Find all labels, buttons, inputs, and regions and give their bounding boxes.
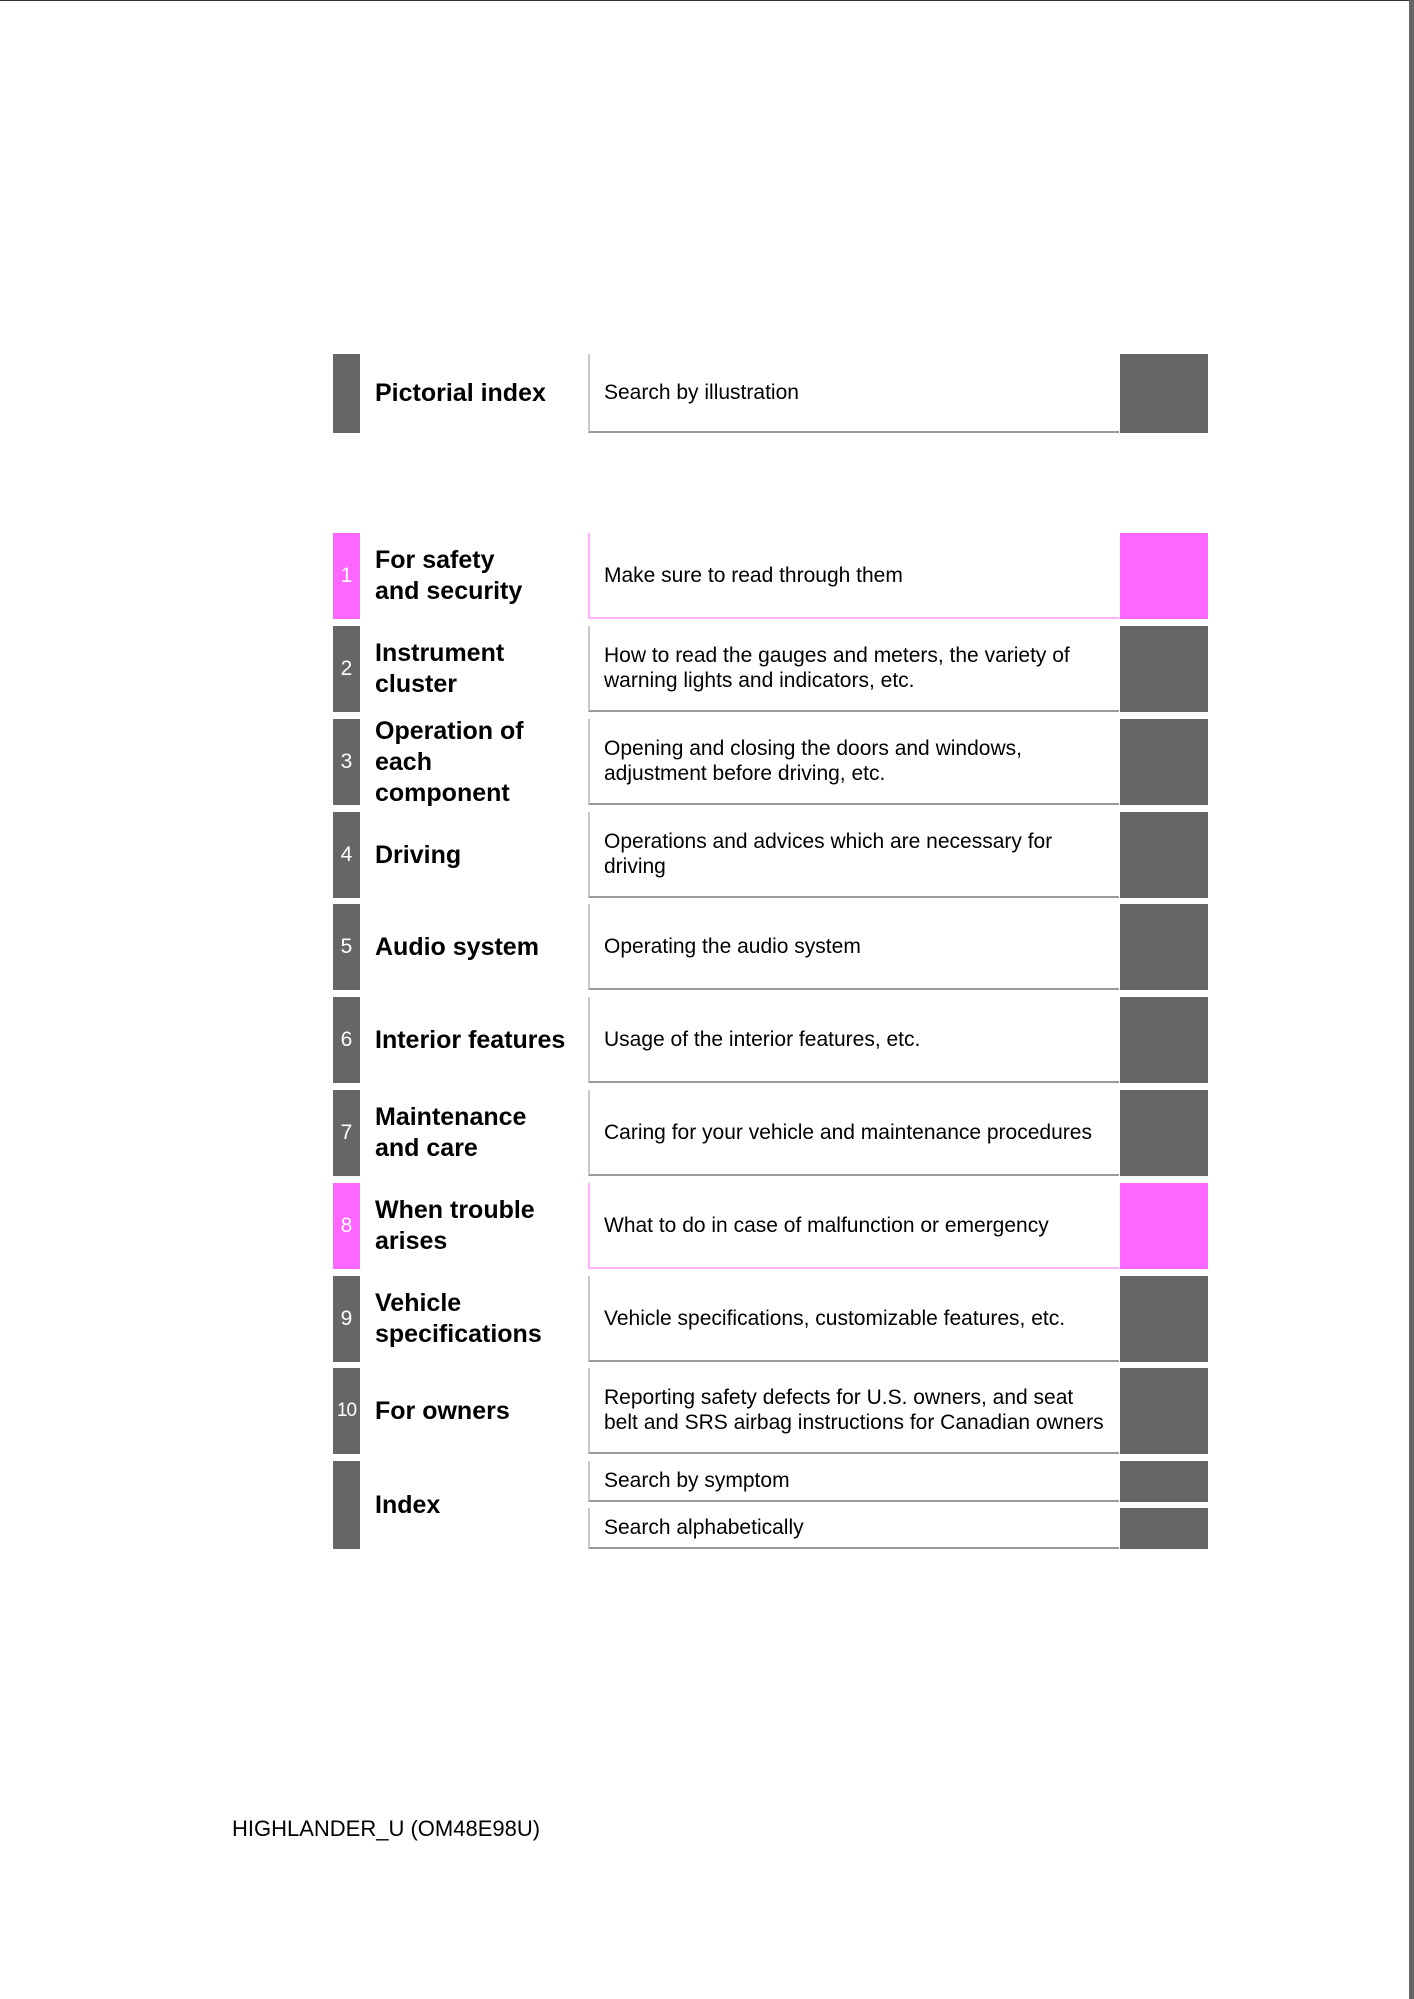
thumb-tab[interactable]	[1120, 719, 1208, 805]
toc-row-3[interactable]	[333, 716, 1209, 807]
toc-row-2[interactable]	[333, 626, 1209, 712]
section-description: Vehicle specifications, customizable features, etc.	[588, 1276, 1119, 1362]
section-number: 3	[333, 719, 360, 805]
section-title: For safety and security	[375, 546, 523, 605]
section-number: 7	[333, 1090, 360, 1176]
document-code: HIGHLANDER_U (OM48E98U)	[232, 1816, 541, 1841]
section-bar	[333, 354, 360, 433]
section-title: Maintenance and care	[375, 1103, 527, 1162]
section-number: 2	[333, 626, 360, 712]
section-description: What to do in case of malfunction or emergency	[588, 1183, 1119, 1269]
section-number: 10	[333, 1368, 360, 1454]
thumb-tab[interactable]	[1120, 533, 1208, 619]
section-title: Pictorial index	[375, 379, 546, 407]
section-description: Reporting safety defects for U.S. owners, and seat belt and SRS airbag instructions for Canadian owners	[588, 1368, 1119, 1454]
section-description: Operating the audio system	[588, 904, 1119, 990]
toc-row-pictorial-index[interactable]	[333, 354, 1209, 433]
page-top-border	[0, 0, 1409, 1]
thumb-tab[interactable]	[1120, 1368, 1208, 1454]
section-description: Operations and advices which are necessary for driving	[588, 812, 1119, 898]
thumb-tab[interactable]	[1120, 626, 1208, 712]
toc-row-7[interactable]	[333, 1090, 1209, 1176]
section-title: Operation of each component	[375, 716, 524, 807]
toc-row-1[interactable]	[333, 533, 1209, 619]
thumb-tab[interactable]	[1120, 812, 1208, 898]
section-number: 9	[333, 1276, 360, 1362]
section-description: Usage of the interior features, etc.	[588, 997, 1119, 1083]
section-number: 6	[333, 997, 360, 1083]
section-number: 1	[333, 533, 360, 619]
thumb-tab[interactable]	[1120, 1276, 1208, 1362]
thumb-tab[interactable]	[1120, 904, 1208, 990]
toc-row-index	[333, 1461, 1209, 1549]
section-description: Caring for your vehicle and maintenance procedures	[588, 1090, 1119, 1176]
toc-row-8[interactable]	[333, 1183, 1209, 1269]
section-title: Instrument cluster	[375, 639, 505, 698]
section-description: Make sure to read through them	[588, 533, 1119, 619]
thumb-tab[interactable]	[1120, 354, 1208, 433]
section-number: 5	[333, 904, 360, 990]
toc-row-9[interactable]	[333, 1276, 1209, 1362]
toc-row-5[interactable]	[333, 904, 1209, 990]
thumb-tab[interactable]	[1120, 997, 1208, 1083]
thumb-tab-symptom[interactable]	[1120, 1461, 1208, 1502]
thumb-tab-alphabetical[interactable]	[1120, 1508, 1208, 1549]
section-bar	[333, 1461, 360, 1549]
section-title: Interior features	[375, 1025, 566, 1054]
section-title: Index	[375, 1490, 441, 1519]
thumb-tab[interactable]	[1120, 1090, 1208, 1176]
index-search-by-symptom[interactable]: Search by symptom	[588, 1461, 1119, 1502]
toc-row-10[interactable]	[333, 1368, 1209, 1454]
section-title: When trouble arises	[375, 1196, 535, 1255]
section-number: 8	[333, 1183, 360, 1269]
section-description: Search by illustration	[588, 354, 1119, 433]
toc-row-4[interactable]	[333, 812, 1209, 898]
section-title: For owners	[375, 1396, 510, 1425]
thumb-tab[interactable]	[1120, 1183, 1208, 1269]
section-title: Audio system	[375, 932, 539, 961]
section-number: 4	[333, 812, 360, 898]
toc-row-6[interactable]	[333, 997, 1209, 1083]
section-description: Opening and closing the doors and windows, adjustment before driving, etc.	[588, 719, 1119, 805]
section-title: Vehicle specifications	[375, 1289, 542, 1348]
section-title: Driving	[375, 840, 462, 869]
page-right-edge	[1409, 0, 1414, 1999]
index-search-alphabetically[interactable]: Search alphabetically	[588, 1508, 1119, 1549]
section-description: How to read the gauges and meters, the variety of warning lights and indicators, etc.	[588, 626, 1119, 712]
